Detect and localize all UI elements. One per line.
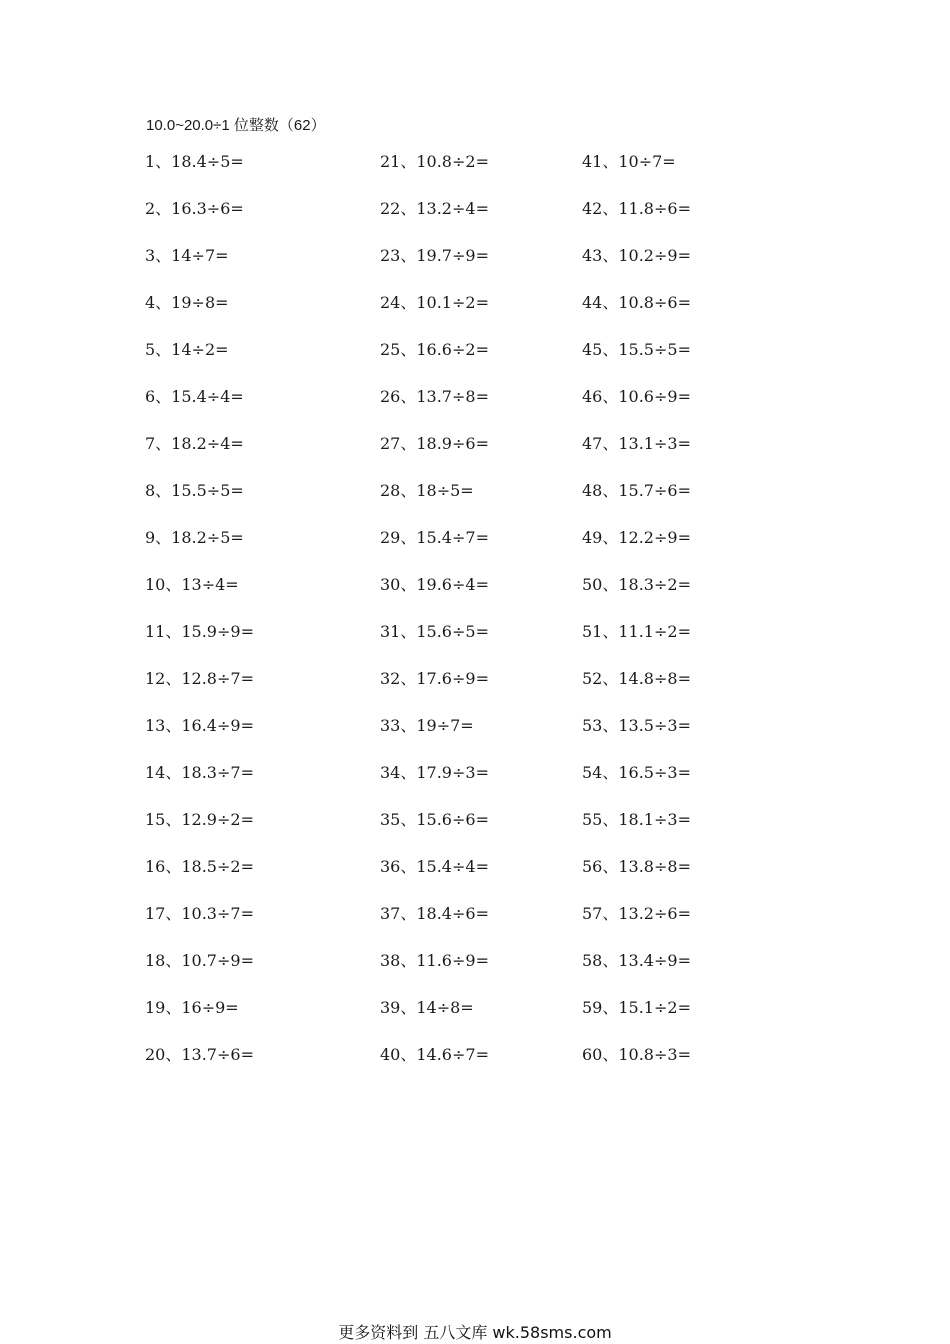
problem-item: 40、14.6÷7= [380,1045,489,1064]
problem-item: 20、13.7÷6= [145,1045,254,1064]
problem-item: 6、15.4÷4= [145,387,244,406]
problem-item: 21、10.8÷2= [380,152,489,171]
problem-item: 30、19.6÷4= [380,575,489,594]
problem-item: 4、19÷8= [145,293,229,312]
page-title: 10.0~20.0÷1 位整数（62） [146,117,326,134]
problem-item: 37、18.4÷6= [380,904,489,923]
problem-column-3 [582,150,812,1090]
problem-item: 54、16.5÷3= [582,763,691,782]
problem-item: 31、15.6÷5= [380,622,489,641]
problem-item: 46、10.6÷9= [582,387,691,406]
problem-item: 16、18.5÷2= [145,857,254,876]
problem-item: 43、10.2÷9= [582,246,691,265]
problem-item: 3、14÷7= [145,246,229,265]
problem-item: 32、17.6÷9= [380,669,489,688]
problem-item: 25、16.6÷2= [380,340,489,359]
problem-item: 23、19.7÷9= [380,246,489,265]
problem-item: 26、13.7÷8= [380,387,489,406]
problem-column-2 [380,150,610,1090]
problem-item: 11、15.9÷9= [145,622,254,641]
problem-item: 10、13÷4= [145,575,239,594]
problem-item: 18、10.7÷9= [145,951,254,970]
problem-item: 53、13.5÷3= [582,716,691,735]
problem-item: 47、13.1÷3= [582,434,691,453]
problem-item: 38、11.6÷9= [380,951,489,970]
problem-item: 50、18.3÷2= [582,575,691,594]
problem-item: 27、18.9÷6= [380,434,489,453]
problem-column-1 [145,150,375,1090]
problem-item: 44、10.8÷6= [582,293,691,312]
problem-item: 19、16÷9= [145,998,239,1017]
problem-item: 42、11.8÷6= [582,199,691,218]
problem-item: 57、13.2÷6= [582,904,691,923]
problem-item: 55、18.1÷3= [582,810,691,829]
problem-item: 17、10.3÷7= [145,904,254,923]
problem-item: 22、13.2÷4= [380,199,489,218]
problem-item: 39、14÷8= [380,998,474,1017]
problem-item: 15、12.9÷2= [145,810,254,829]
problem-item: 29、15.4÷7= [380,528,489,547]
problem-item: 9、18.2÷5= [145,528,244,547]
problem-item: 1、18.4÷5= [145,152,244,171]
problem-item: 7、18.2÷4= [145,434,244,453]
problem-item: 48、15.7÷6= [582,481,691,500]
problem-item: 45、15.5÷5= [582,340,691,359]
problem-item: 36、15.4÷4= [380,857,489,876]
problem-item: 59、15.1÷2= [582,998,691,1017]
problem-item: 52、14.8÷8= [582,669,691,688]
problem-item: 34、17.9÷3= [380,763,489,782]
problem-item: 49、12.2÷9= [582,528,691,547]
problem-item: 8、15.5÷5= [145,481,244,500]
problem-item: 56、13.8÷8= [582,857,691,876]
problem-item: 33、19÷7= [380,716,474,735]
problem-item: 51、11.1÷2= [582,622,691,641]
footer-credit: 更多资料到 五八文库 wk.58sms.com [338,1323,612,1342]
problem-item: 12、12.8÷7= [145,669,254,688]
problem-item: 41、10÷7= [582,152,676,171]
problem-item: 5、14÷2= [145,340,229,359]
problem-item: 24、10.1÷2= [380,293,489,312]
problem-item: 35、15.6÷6= [380,810,489,829]
problem-item: 14、18.3÷7= [145,763,254,782]
problem-item: 60、10.8÷3= [582,1045,691,1064]
problem-item: 13、16.4÷9= [145,716,254,735]
problem-item: 28、18÷5= [380,481,474,500]
problem-item: 2、16.3÷6= [145,199,244,218]
problem-item: 58、13.4÷9= [582,951,691,970]
